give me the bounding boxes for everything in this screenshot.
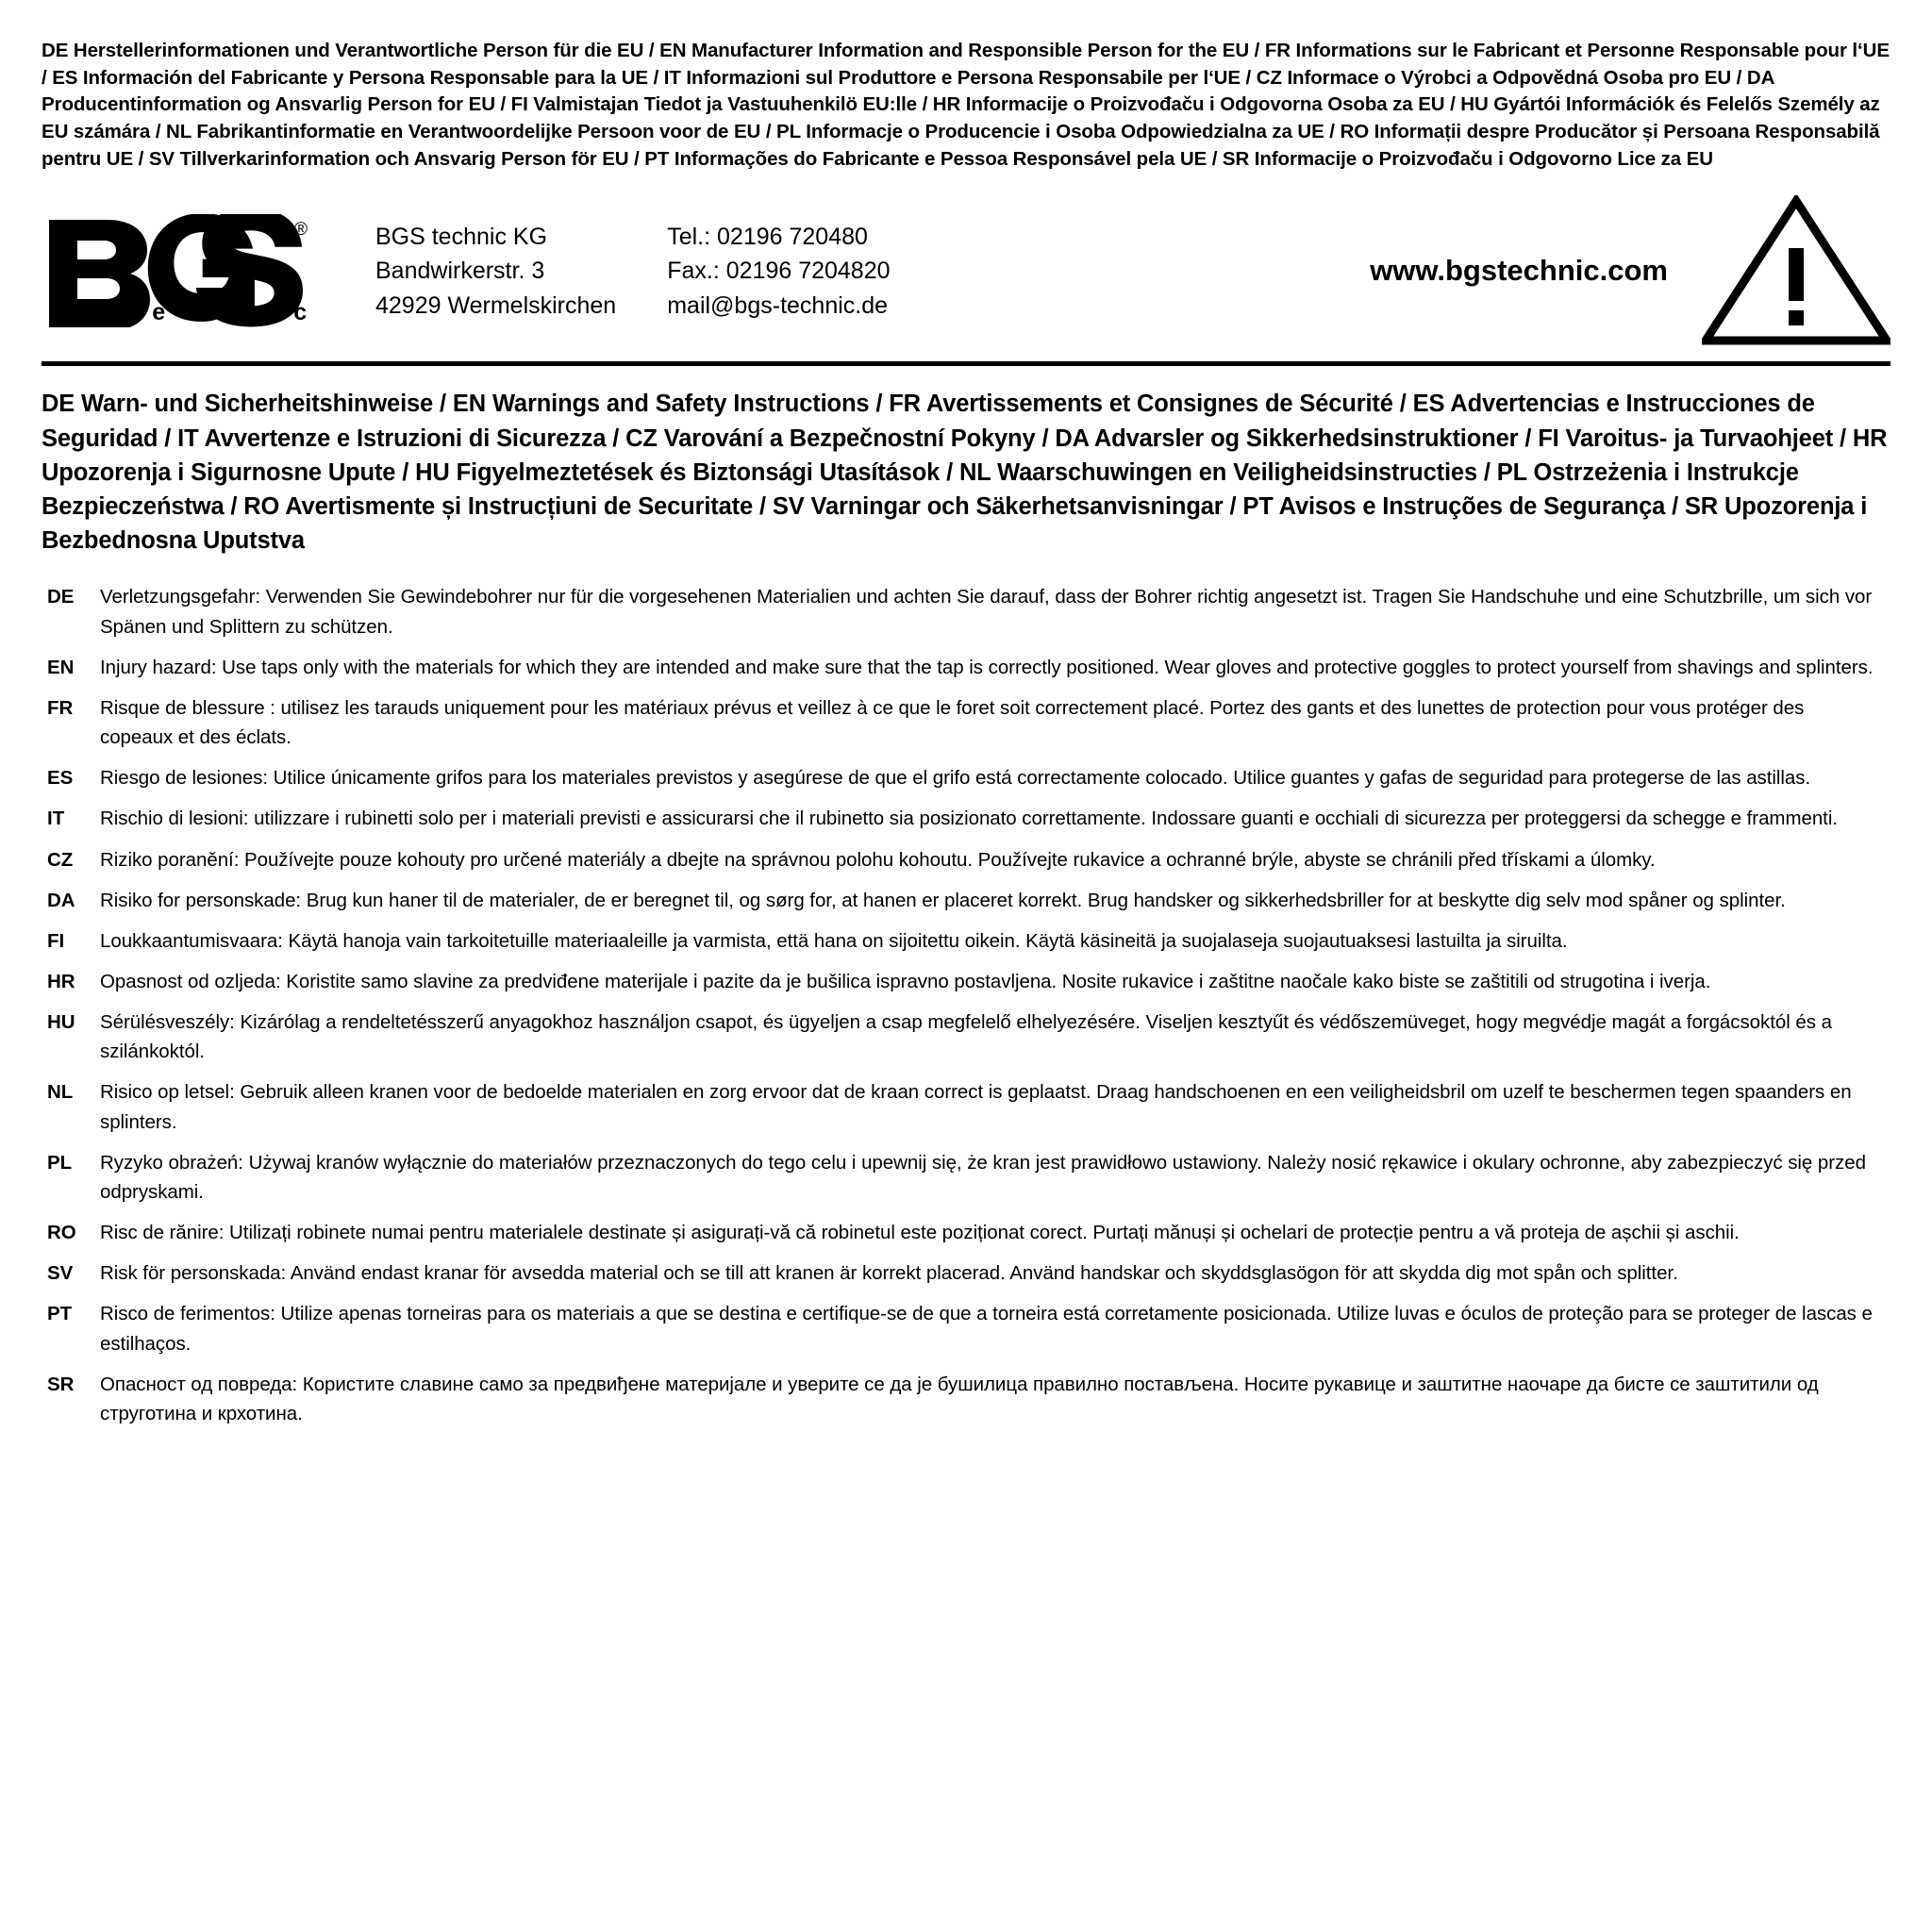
safety-paragraph-row: [42, 804, 1890, 833]
company-contact-column: [667, 220, 890, 323]
language-code: PL: [47, 1151, 73, 1174]
safety-paragraph-text: Sérülésveszély: Kizárólag a rendeltetésszerű anyagokhoz használjon csapot, és ügyeljen a csap megfelelő elhelyezésére. Viseljen kesztyűt és védőszemüveget, hogy megvédje magát a forgácsoktól és a szilánkoktól.: [100, 1011, 1832, 1063]
language-code: RO: [47, 1222, 76, 1244]
company-email[interactable]: mail@bgs-technic.de: [667, 291, 889, 319]
language-code: CZ: [47, 848, 74, 871]
language-code: ES: [47, 767, 74, 790]
safety-paragraph-row: [42, 926, 1890, 956]
safety-paragraph-text: Опасност од повреда: Користите славине само за предвиђене материјале и уверите се да је бушилица правилно постављена. Носите рукавице и заштитне наочаре да бисте се заштитили од струготина и крхотина.: [100, 1373, 1819, 1424]
safety-paragraph-text: Verletzungsgefahr: Verwenden Sie Gewindebohrer nur für die vorgesehenen Materialien und achten Sie darauf, dass der Bohrer richtig angesetzt ist. Tragen Sie Handschuhe und eine Schutzbrille, um sich vor Spänen und Splittern zu schützen.: [100, 586, 1873, 638]
warning-triangle-icon: [1702, 195, 1890, 346]
company-address-column: [375, 220, 616, 323]
language-code: HR: [47, 971, 75, 993]
safety-paragraph-text: Risque de blessure : utilisez les tarauds uniquement pour les matériaux prévus et veillez à ce que le foret soit correctement placé. Portez des gants et des lunettes de protection pour vous protéger des copeaux et des éclats.: [100, 696, 1805, 749]
safety-paragraph-row: [42, 1370, 1890, 1428]
safety-paragraph-text: Opasnost od ozljeda: Koristite samo slavine za predviđene materijale i pazite da je bušilica ispravno postavljena. Nosite rukavice i zaštitne naočale kako biste se zaštitili od strugotina i iverja.: [100, 971, 1711, 993]
safety-paragraph-row: [42, 967, 1890, 996]
safety-paragraph-row: [42, 845, 1890, 874]
safety-paragraph-row: [42, 763, 1890, 792]
safety-paragraph-text: Risiko for personskade: Brug kun haner til de materialer, de er beregnet til, og sørg for, at hanen er placeret korrekt. Brug handsker og sikkerhedsbriller for at beskytte dig selv mod spåner og splinter.: [100, 889, 1786, 911]
language-code: SV: [47, 1262, 74, 1285]
language-code: FI: [47, 929, 65, 952]
company-fax: Fax.: 02196 7204820: [667, 258, 891, 285]
language-code: DE: [47, 586, 75, 608]
company-contact-band: [42, 186, 1890, 366]
company-website-link[interactable]: www.bgstechnic.com: [1370, 254, 1668, 288]
language-code: HU: [47, 1011, 75, 1034]
safety-paragraph-row: [42, 1077, 1890, 1136]
safety-paragraph-row: [42, 582, 1890, 641]
safety-paragraph-text: Loukkaantumisvaara: Käytä hanoja vain tarkoitetuille materiaaleille ja varmista, että hana on sijoitettu oikein. Käytä käsineitä ja suojalaseja suojautuaksesi lastuilta ja siruilta.: [100, 929, 1568, 952]
bgs-logo: [42, 214, 362, 327]
safety-paragraph-row: [42, 1008, 1890, 1066]
safety-paragraph-text: Injury hazard: Use taps only with the materials for which they are intended and make sure that the tap is correctly positioned. Wear gloves and protective goggles to protect yourself from shavings and splinters.: [100, 656, 1874, 678]
company-tel: Tel.: 02196 720480: [667, 224, 868, 251]
language-code: IT: [47, 808, 65, 830]
language-code: NL: [47, 1081, 74, 1104]
language-code: PT: [47, 1303, 73, 1325]
safety-paragraph-text: Rischio di lesioni: utilizzare i rubinetti solo per i materiali previsti e assicurarsi che il rubinetto sia posizionato correttamente. Indossare guanti e occhiali di sicurezza per proteggersi da schegge e frammenti.: [100, 808, 1838, 830]
svg-text:®: ®: [294, 220, 308, 241]
safety-paragraph-text: Risco de ferimentos: Utilize apenas torneiras para os materiais a que se destina e certifique-se de que a torneira está corretamente posicionada. Utilize luvas e óculos de proteção para se proteger de lascas e estilhaços.: [100, 1303, 1873, 1355]
safety-paragraph-row: [42, 693, 1890, 752]
safety-paragraph-row: [42, 1218, 1890, 1247]
svg-text:t e c h n i c: t e c h n i c: [128, 299, 312, 326]
safety-paragraph-text: Riesgo de lesiones: Utilice únicamente grifos para los materiales previstos y asegúrese de que el grifo está correctamente colocado. Utilice guantes y gafas de seguridad para protegerse de las astillas.: [100, 767, 1811, 790]
company-name: BGS technic KG: [375, 224, 548, 251]
safety-paragraph-row: [42, 1258, 1890, 1288]
company-street: Bandwirkerstr. 3: [375, 258, 545, 285]
manufacturer-info-heading: DE Herstellerinformationen und Verantwortliche Person für die EU / EN Manufacturer Information and Responsible Person for the EU / FR Informations sur le Fabricant et Personne Responsable pour l‘UE / ES Información del Fabricante y Persona Responsable para la UE / IT Informazioni sul Produttore e Persona Responsabile per l‘UE / CZ Informace o Výrobci a Odpovědná Osoba pro EU / DA Producentinformation og Ansvarlig Person for EU / FI Valmistajan Tiedot ja Vastuuhenkilö EU:lle / HR Informacije o Proizvođaču i Odgovorna Osoba za EU / HU Gyártói Információk és Felelős Személy az EU számára / NL Fabrikantinformatie en Verantwoordelijke Persoon voor de EU / PL Informacje o Producencie i Osoba Odpowiedzialna za UE / RO Informații despre Producător și Persoana Responsabilă pentru UE / SV Tillverkarinformation och Ansvarig Person för EU / PT Informações do Fabricante e Pessoa Responsável pela UE / SR Informacije o Proizvođaču i Odgovorno Lice za EU: [42, 40, 1890, 170]
language-code: DA: [47, 889, 75, 911]
safety-paragraph-text: Riziko poranění: Používejte pouze kohouty pro určené materiály a dbejte na správnou polohu kohoutu. Používejte rukavice a ochranné brýle, abyste se chránili před třískami a úlomky.: [100, 848, 1656, 871]
safety-paragraph-list: [42, 582, 1890, 1428]
company-address-block: [362, 220, 891, 323]
safety-paragraph-text: Risk för personskada: Använd endast kranar för avsedda material och se till att kranen är korrekt placerad. Använd handskar och skyddsglasögon för att skydda dig mot spån och splitter.: [100, 1262, 1678, 1285]
safety-paragraph-row: [42, 886, 1890, 915]
safety-paragraph-text: Risc de rănire: Utilizați robinete numai pentru materialele destinate și asigurați-vă că robinetul este poziționat corect. Purtați mănuși și ochelari de protecție pentru a vă proteja de așchii și aschii.: [100, 1222, 1740, 1244]
safety-paragraph-text: Ryzyko obrażeń: Używaj kranów wyłącznie do materiałów przeznaczonych do tego celu i upewnij się, że kran jest prawidłowo ustawiony. Należy nosić rękawice i okulary ochronne, aby zabezpieczyć się przed odpryskami.: [100, 1151, 1866, 1203]
safety-paragraph-row: [42, 1299, 1890, 1357]
language-code: EN: [47, 656, 75, 678]
safety-paragraph-text: Risico op letsel: Gebruik alleen kranen voor de bedoelde materialen en zorg ervoor dat de kraan correct is geplaatst. Draag handschoenen en een veiligheidsbril om uzelf te beschermen tegen spaanders en splinters.: [100, 1081, 1852, 1133]
company-city: 42929 Wermelskirchen: [375, 291, 617, 319]
safety-paragraph-row: [42, 653, 1890, 682]
language-code: SR: [47, 1373, 75, 1395]
language-code: FR: [47, 696, 74, 719]
safety-instructions-heading: DE Warn- und Sicherheitshinweise / EN Warnings and Safety Instructions / FR Avertissements et Consignes de Sécurité / ES Advertencias e Instrucciones de Seguridad / IT Avvertenze e Istruzioni di Sicurezza / CZ Varování a Bezpečnostní Pokyny / DA Advarsler og Sikkerhedsinstruktioner / FI Varoitus- ja Turvaohjeet / HR Upozorenja i Sigurnosne Upute / HU Figyelmeztetések és Biztonsági Utasítások / NL Waarschuwingen en Veiligheidsinstructies / PL Ostrzeżenia i Instrukcje Bezpieczeństwa / RO Avertismente și Instrucțiuni de Securitate / SV Varningar och Säkerhetsanvisningar / PT Avisos e Instruções de Segurança / SR Upozorenja i Bezbednosna Uputstva: [42, 391, 1888, 555]
safety-paragraph-row: [42, 1148, 1890, 1207]
